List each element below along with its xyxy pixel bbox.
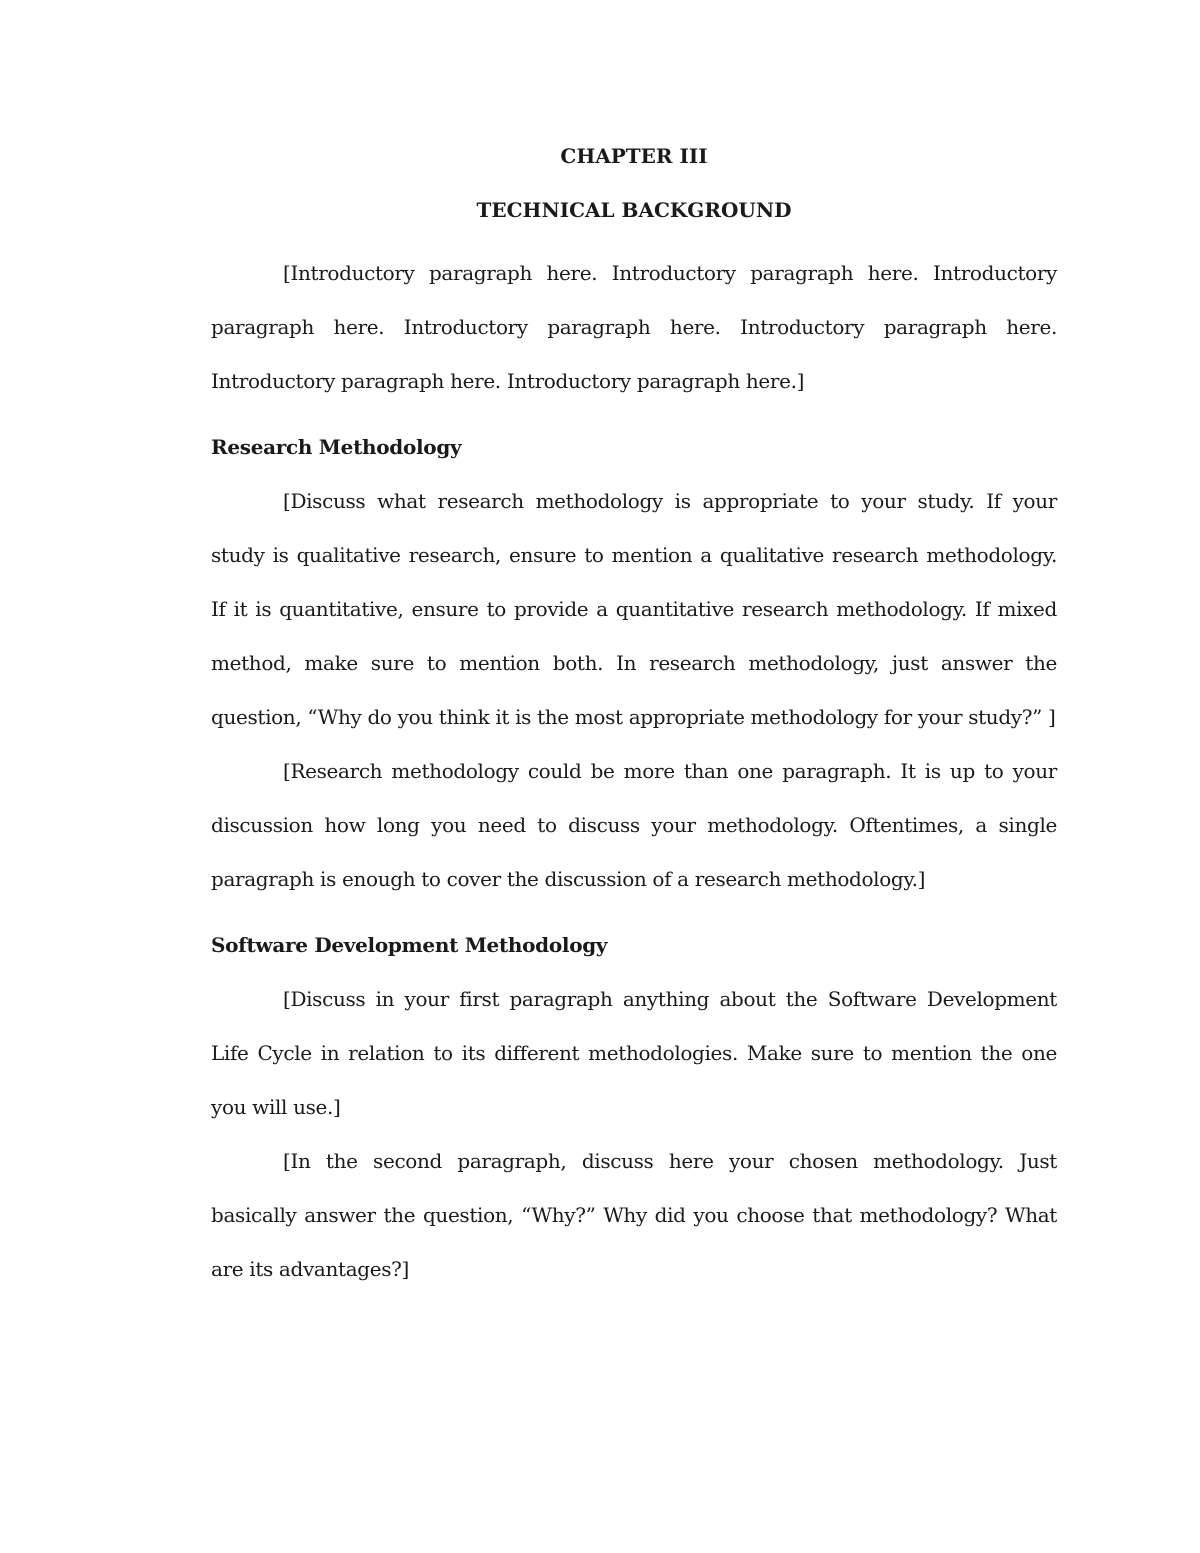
body-paragraph: [Discuss what research methodology is appropriate to your study. If your study is qualitative research, ensure to mention a qualitative research methodology. If it is quantitative, ensure to provide a quantitative research methodology. If mixed method, make sure to mention both. In research methodology, just answer the question, “Why do you think it is the most appropriate methodology for your study?” ] (211, 489, 1057, 729)
section-heading: Software Development Methodology (211, 933, 608, 957)
chapter-number: CHAPTER III (560, 144, 708, 168)
body-paragraph: [In the second paragraph, discuss here your chosen methodology. Just basically answer the question, “Why?” Why did you choose that methodology? What are its advantages?] (211, 1149, 1057, 1281)
document-page (211, 138, 1057, 1296)
intro-paragraph: [Introductory paragraph here. Introductory paragraph here. Introductory paragraph here. Introductory paragraph here. Introductory paragraph here. Introductory paragraph here. Introductory paragraph here.] (211, 261, 1057, 393)
body-paragraph: [Research methodology could be more than one paragraph. It is up to your discussion how long you need to discuss your methodology. Oftentimes, a single paragraph is enough to cover the discussion of a research methodology.] (211, 759, 1057, 891)
section-software-development-methodology (211, 918, 1057, 1296)
chapter-title: TECHNICAL BACKGROUND (476, 198, 792, 222)
body-paragraph: [Discuss in your first paragraph anything about the Software Development Life Cycle in relation to its different methodologies. Make sure to mention the one you will use.] (211, 987, 1057, 1119)
section-heading: Research Methodology (211, 435, 462, 459)
section-research-methodology (211, 420, 1057, 906)
